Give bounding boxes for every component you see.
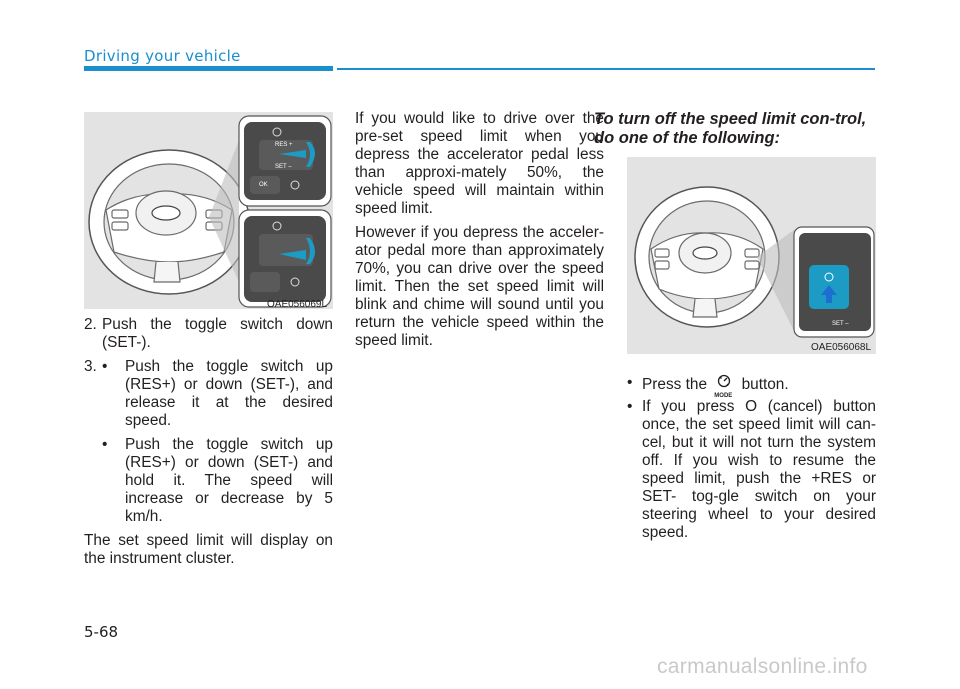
bullet-dot: • (102, 436, 108, 453)
watermark: carmanualsonline.info (657, 655, 868, 678)
figure-code: OAE056068L (811, 342, 872, 353)
bullet-text-after: button. (741, 376, 789, 393)
ok-label: OK (259, 182, 268, 188)
set-label: SET – (275, 164, 292, 170)
bullet-text: Push the toggle switch up (RES+) or down (SET-), and release it at the desired speed. (125, 358, 333, 429)
figure-code: OAE056069L (267, 299, 328, 310)
bullet-text: Push the toggle switch up (RES+) or down (SET-) and hold it. The speed will increase or decrease by 5 km/h. (125, 436, 333, 525)
header-rule-thin (337, 68, 875, 70)
step-number: 2. (84, 316, 97, 333)
mode-icon-text: MODE (714, 393, 733, 399)
step-2 (84, 316, 333, 352)
bullet-dot: • (102, 358, 108, 375)
header-rule-thick (84, 66, 333, 71)
middle-column (355, 110, 604, 356)
steering-wheel-figure-1 (84, 112, 333, 309)
step-3-bullet-2 (84, 436, 333, 526)
cluster-note: The set speed limit will display on the instrument cluster. (84, 532, 333, 567)
bullet-dot: • (627, 374, 633, 391)
page-number: 5-68 (84, 623, 119, 641)
right-column (627, 374, 876, 546)
step-3-bullet-1 (84, 358, 333, 430)
step-3 (84, 358, 333, 526)
bullet-cancel (627, 398, 876, 542)
set-label: SET – (832, 321, 849, 327)
res-label: RES + (275, 142, 293, 148)
paragraph-2: However if you depress the acceler-ator pedal more than approximately 70%, you can drive over the speed limit. Then the set speed limit will blink and chime will sound until you return the vehicle speed within the speed limit. (355, 224, 604, 349)
step-number: 3. (84, 358, 97, 375)
step-text: Push the toggle switch down (SET-). (102, 316, 333, 351)
bullet-text-before: Press the (642, 376, 712, 393)
left-column (84, 316, 333, 574)
bullet-text: If you press O (cancel) button once, the set speed limit will can-cel, but it will not turn the system off. If you wish to resume the speed limit, push the +RES or SET- tog-gle switch on your steering wheel to your desired speed. (642, 398, 876, 541)
bullet-dot: • (627, 398, 633, 415)
steering-wheel-illustration (84, 112, 333, 309)
steering-wheel-figure-2 (627, 157, 876, 354)
paragraph-1: If you would like to drive over the pre-set speed limit when you depress the accelerator pedal less than approxi-mately 50%, the vehicle speed will maintain within speed limit. (355, 110, 604, 217)
bullet-press-mode (627, 374, 876, 399)
speed-limit-mode-icon (711, 374, 737, 399)
section-title: Driving your vehicle (84, 47, 241, 65)
turn-off-heading: To turn off the speed limit con-trol, do one of the following: (594, 110, 867, 147)
